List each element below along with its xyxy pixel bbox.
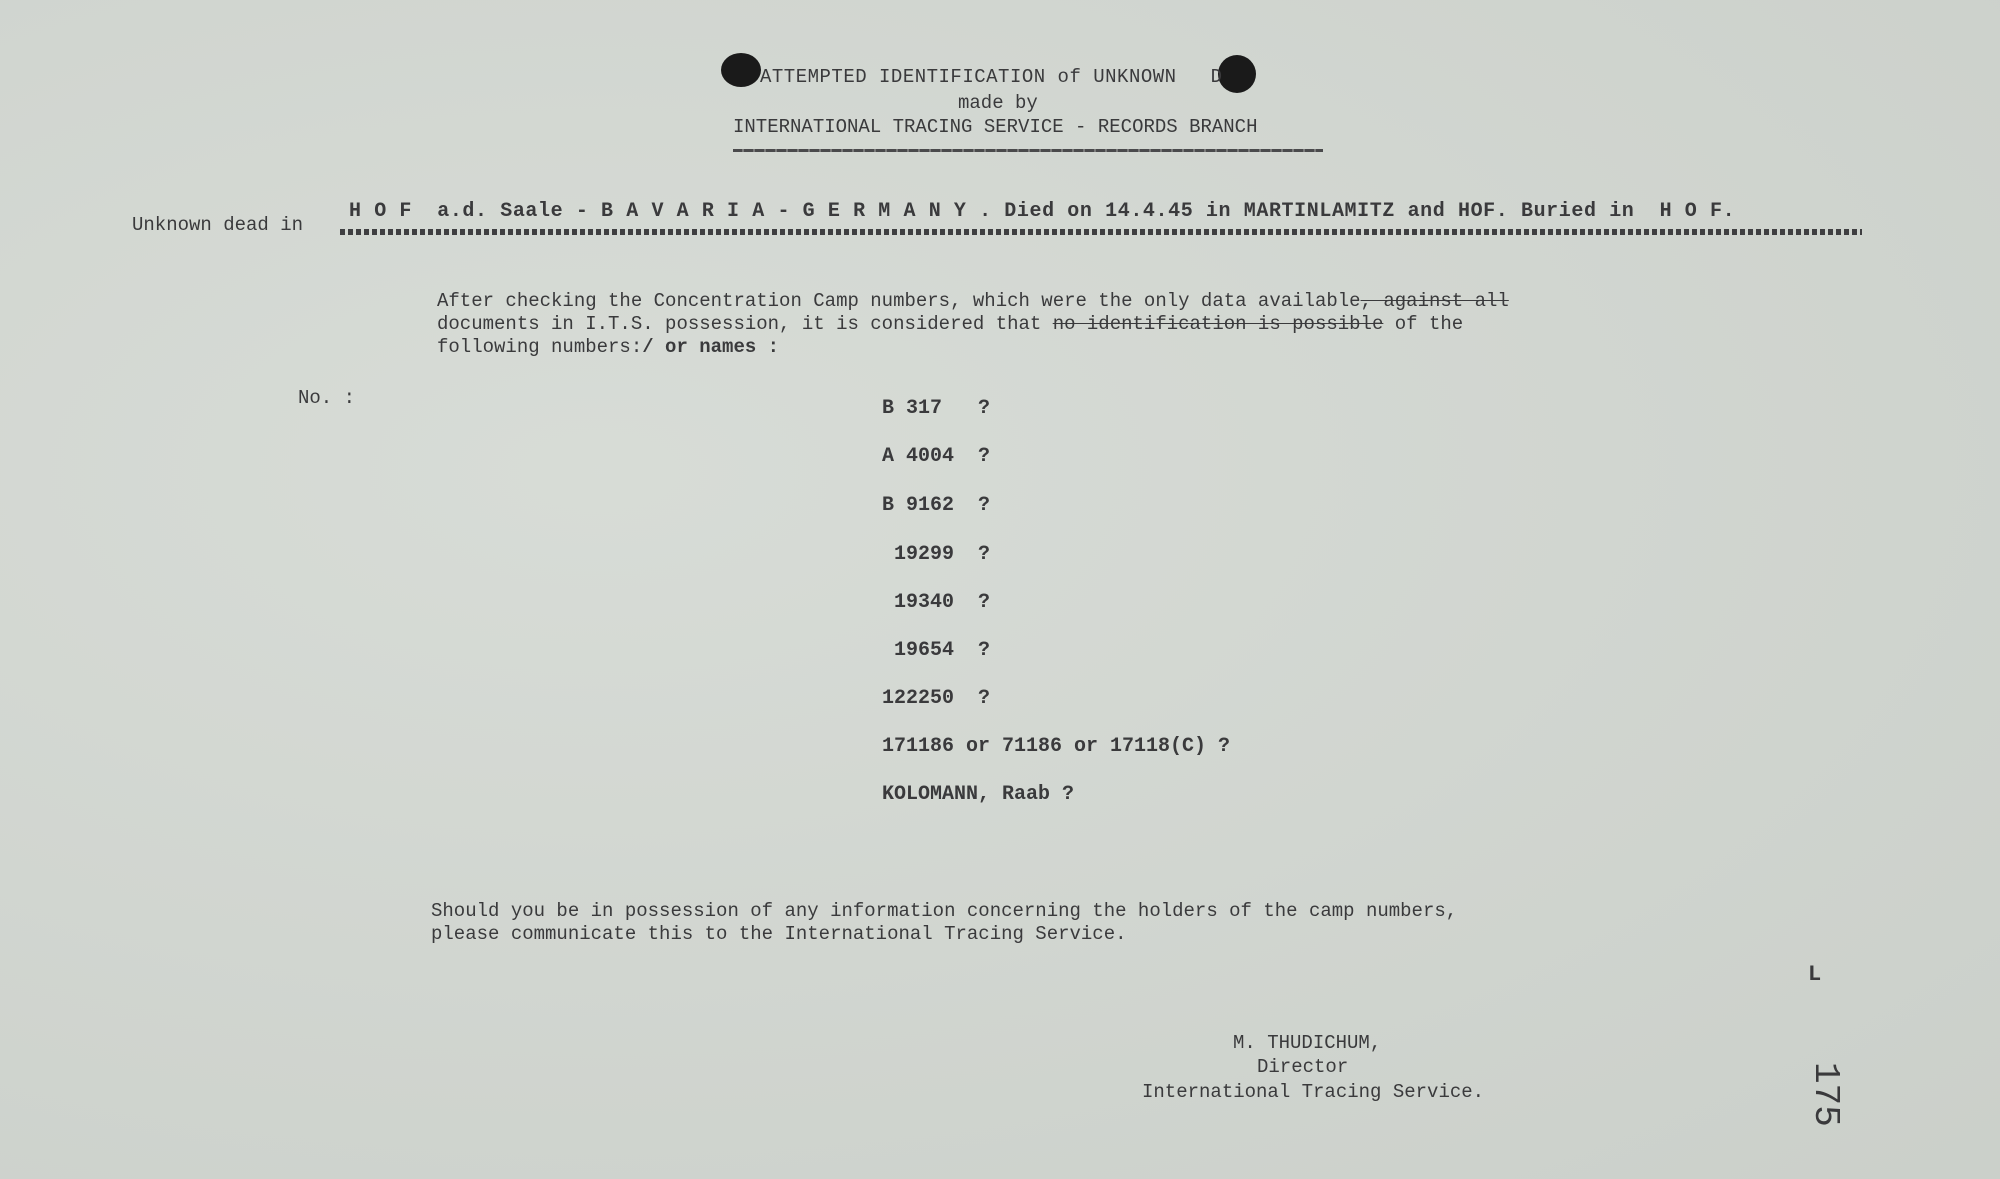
organization-header: INTERNATIONAL TRACING SERVICE - RECORDS BRANCH — [733, 116, 1258, 138]
name-entry: KOLOMANN, Raab ? — [882, 783, 1075, 806]
or-names-annotation: / or names : — [642, 336, 780, 358]
document-title-end: D — [1210, 66, 1223, 88]
paragraph-line2-end: of the — [1383, 313, 1464, 335]
number-entry: B 317 ? — [882, 397, 991, 420]
document-title-main: ATTEMPTED IDENTIFICATION of UNKNOWN — [760, 66, 1177, 88]
header-underline — [733, 149, 1323, 152]
number-entry: 19299 ? — [894, 543, 991, 566]
signatory-organization: International Tracing Service. — [1142, 1081, 1485, 1103]
number-entry: 122250 ? — [882, 687, 991, 710]
unknown-dead-details: H O F a.d. Saale - B A V A R I A - G E R M A N Y . Died on 14.4.45 in MARTINLAMITZ and HOF. Buried in H O F. — [349, 200, 1736, 223]
signatory-name: M. THUDICHUM, — [1233, 1032, 1382, 1054]
number-entry: 19654 ? — [894, 639, 991, 662]
numbers-label: No. : — [298, 387, 356, 409]
paragraph-line1: After checking the Concentration Camp numbers, which were the only data available — [437, 290, 1361, 312]
closing-line2: please communicate this to the International Tracing Service. — [431, 923, 1127, 945]
paragraph-line2: documents in I.T.S. possession, it is considered that — [437, 313, 1053, 335]
number-entry: 19340 ? — [894, 591, 991, 614]
number-entry: 171186 or 71186 or 17118(C) ? — [882, 735, 1231, 758]
paragraph-line1-struck: , against all — [1360, 290, 1509, 312]
signatory-title: Director — [1257, 1056, 1349, 1078]
unknown-dead-label: Unknown dead in — [132, 214, 304, 236]
closing-line1: Should you be in possession of any information concerning the holders of the camp numbers, — [431, 900, 1458, 922]
number-entry: A 4004 ? — [882, 445, 991, 468]
page-number-stamp: 175 — [1805, 1062, 1846, 1127]
dotted-line — [340, 229, 1862, 235]
document-title — [760, 66, 1222, 88]
punch-hole-right — [1218, 55, 1256, 93]
margin-mark: L — [1808, 962, 1822, 987]
closing-paragraph — [431, 900, 1457, 946]
paragraph-line3: following numbers: — [437, 336, 643, 358]
punch-hole-left — [721, 53, 761, 87]
made-by-text: made by — [958, 92, 1038, 114]
paragraph-line2-struck: no identification is possible — [1052, 313, 1384, 335]
number-entry: B 9162 ? — [882, 494, 991, 517]
checking-paragraph — [437, 290, 1509, 359]
